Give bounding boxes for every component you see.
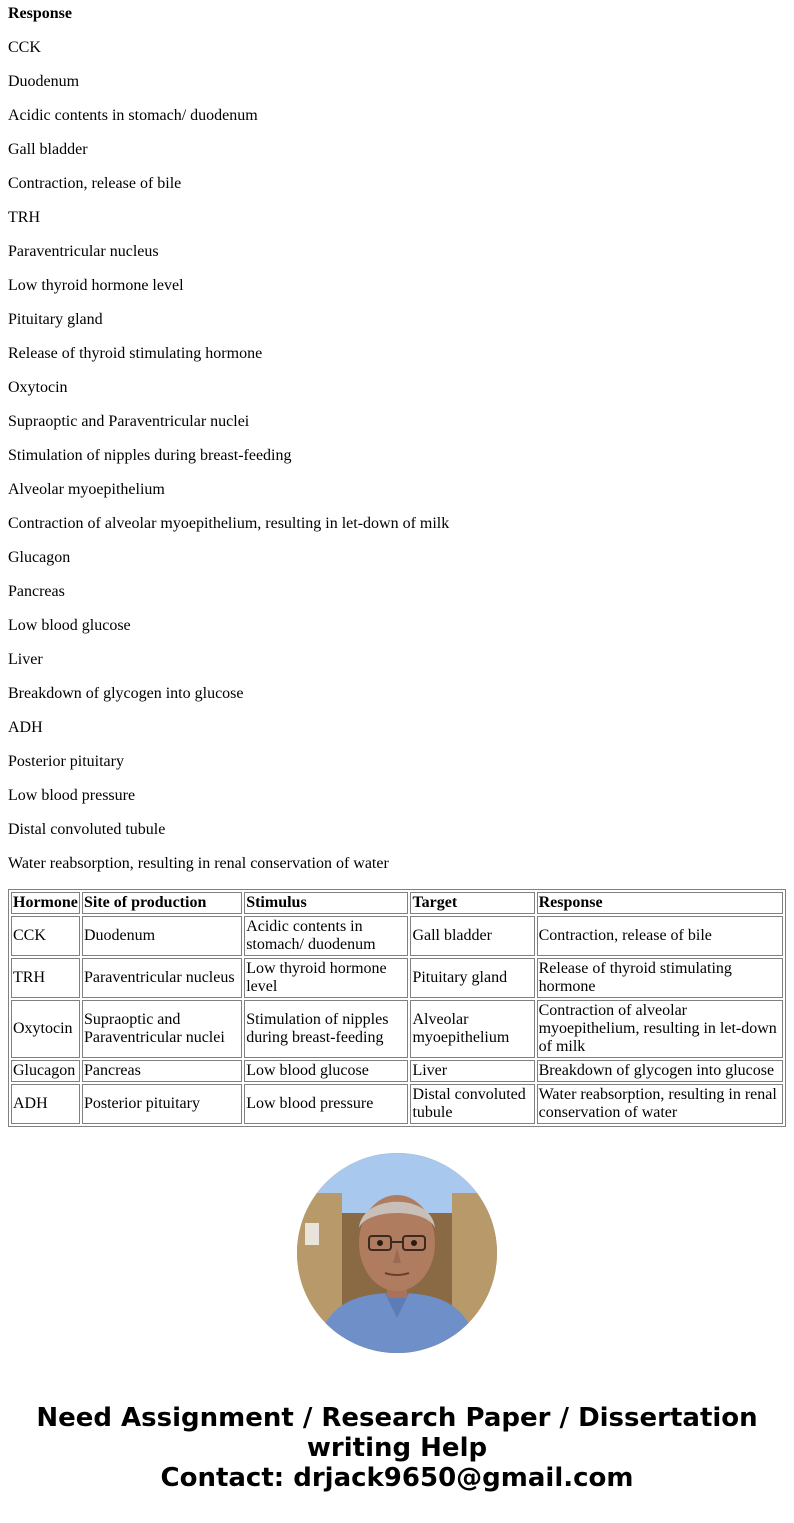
table-cell: Supraoptic and Paraventricular nuclei — [82, 1000, 242, 1058]
paragraph: Pancreas — [8, 583, 65, 600]
table-cell: Paraventricular nucleus — [82, 958, 242, 998]
header-hormone: Hormone — [11, 892, 80, 914]
header-response: Response — [537, 892, 783, 914]
hormone-table — [8, 889, 786, 1127]
table-cell: Oxytocin — [11, 1000, 80, 1058]
paragraph-list — [8, 38, 786, 873]
paragraph: Supraoptic and Paraventricular nuclei — [8, 413, 250, 430]
header-stimulus: Stimulus — [244, 892, 408, 914]
paragraph: Gall bladder — [8, 141, 88, 158]
section-heading: Response — [8, 5, 73, 22]
table-row — [11, 958, 783, 998]
paragraph: Release of thyroid stimulating hormone — [8, 345, 263, 362]
table-cell: Alveolar myoepithelium — [410, 1000, 534, 1058]
table-cell: TRH — [11, 958, 80, 998]
table-cell: ADH — [11, 1084, 80, 1124]
table-cell: Contraction, release of bile — [537, 916, 783, 956]
table-cell: Low blood pressure — [244, 1084, 408, 1124]
paragraph: Low blood glucose — [8, 617, 131, 634]
paragraph: CCK — [8, 39, 41, 56]
header-target: Target — [410, 892, 534, 914]
table-cell: Release of thyroid stimulating hormone — [537, 958, 783, 998]
table-cell: Posterior pituitary — [82, 1084, 242, 1124]
paragraph: Liver — [8, 651, 43, 668]
paragraph: Stimulation of nipples during breast-feeding — [8, 447, 292, 464]
table-row — [11, 916, 783, 956]
table-header-row — [11, 892, 783, 914]
paragraph: Low thyroid hormone level — [8, 277, 184, 294]
table-cell: Liver — [410, 1060, 534, 1082]
paragraph: Paraventricular nucleus — [8, 243, 159, 260]
paragraph: Water reabsorption, resulting in renal conservation of water — [8, 855, 389, 872]
table-cell: Contraction of alveolar myoepithelium, resulting in let-down of milk — [537, 1000, 783, 1058]
paragraph: Breakdown of glycogen into glucose — [8, 685, 244, 702]
table-cell: Gall bladder — [410, 916, 534, 956]
table-cell: Water reabsorption, resulting in renal conservation of water — [537, 1084, 783, 1124]
table-cell: CCK — [11, 916, 80, 956]
author-avatar — [297, 1153, 497, 1353]
table-cell: Distal convoluted tubule — [410, 1084, 534, 1124]
paragraph: Pituitary gland — [8, 311, 103, 328]
header-site: Site of production — [82, 892, 242, 914]
footer-line-1: Need Assignment / Research Paper / Dissertation — [36, 1403, 758, 1433]
table-row — [11, 1000, 783, 1058]
table-cell: Pituitary gland — [410, 958, 534, 998]
paragraph: ADH — [8, 719, 43, 736]
author-portrait-image — [297, 1153, 497, 1353]
table-cell: Duodenum — [82, 916, 242, 956]
table-row — [11, 1060, 783, 1082]
table-cell: Low thyroid hormone level — [244, 958, 408, 998]
paragraph: Contraction, release of bile — [8, 175, 182, 192]
paragraph: Duodenum — [8, 73, 80, 90]
table-cell: Breakdown of glycogen into glucose — [537, 1060, 783, 1082]
paragraph: Acidic contents in stomach/ duodenum — [8, 107, 258, 124]
footer-contact-message — [0, 1403, 794, 1493]
table-cell: Low blood glucose — [244, 1060, 408, 1082]
paragraph: Low blood pressure — [8, 787, 136, 804]
table-cell: Stimulation of nipples during breast-feeding — [244, 1000, 408, 1058]
table-row — [11, 1084, 783, 1124]
paragraph: Glucagon — [8, 549, 71, 566]
paragraph: Oxytocin — [8, 379, 68, 396]
paragraph: Alveolar myoepithelium — [8, 481, 165, 498]
paragraph: Contraction of alveolar myoepithelium, resulting in let-down of milk — [8, 515, 450, 532]
table-cell: Acidic contents in stomach/ duodenum — [244, 916, 408, 956]
table-cell: Pancreas — [82, 1060, 242, 1082]
table-body — [11, 916, 783, 1124]
footer-line-3: Contact: drjack9650@gmail.com — [160, 1463, 634, 1493]
paragraph: Posterior pituitary — [8, 753, 124, 770]
paragraph: TRH — [8, 209, 40, 226]
table-cell: Glucagon — [11, 1060, 80, 1082]
footer-line-2: writing Help — [306, 1433, 488, 1463]
paragraph: Distal convoluted tubule — [8, 821, 166, 838]
